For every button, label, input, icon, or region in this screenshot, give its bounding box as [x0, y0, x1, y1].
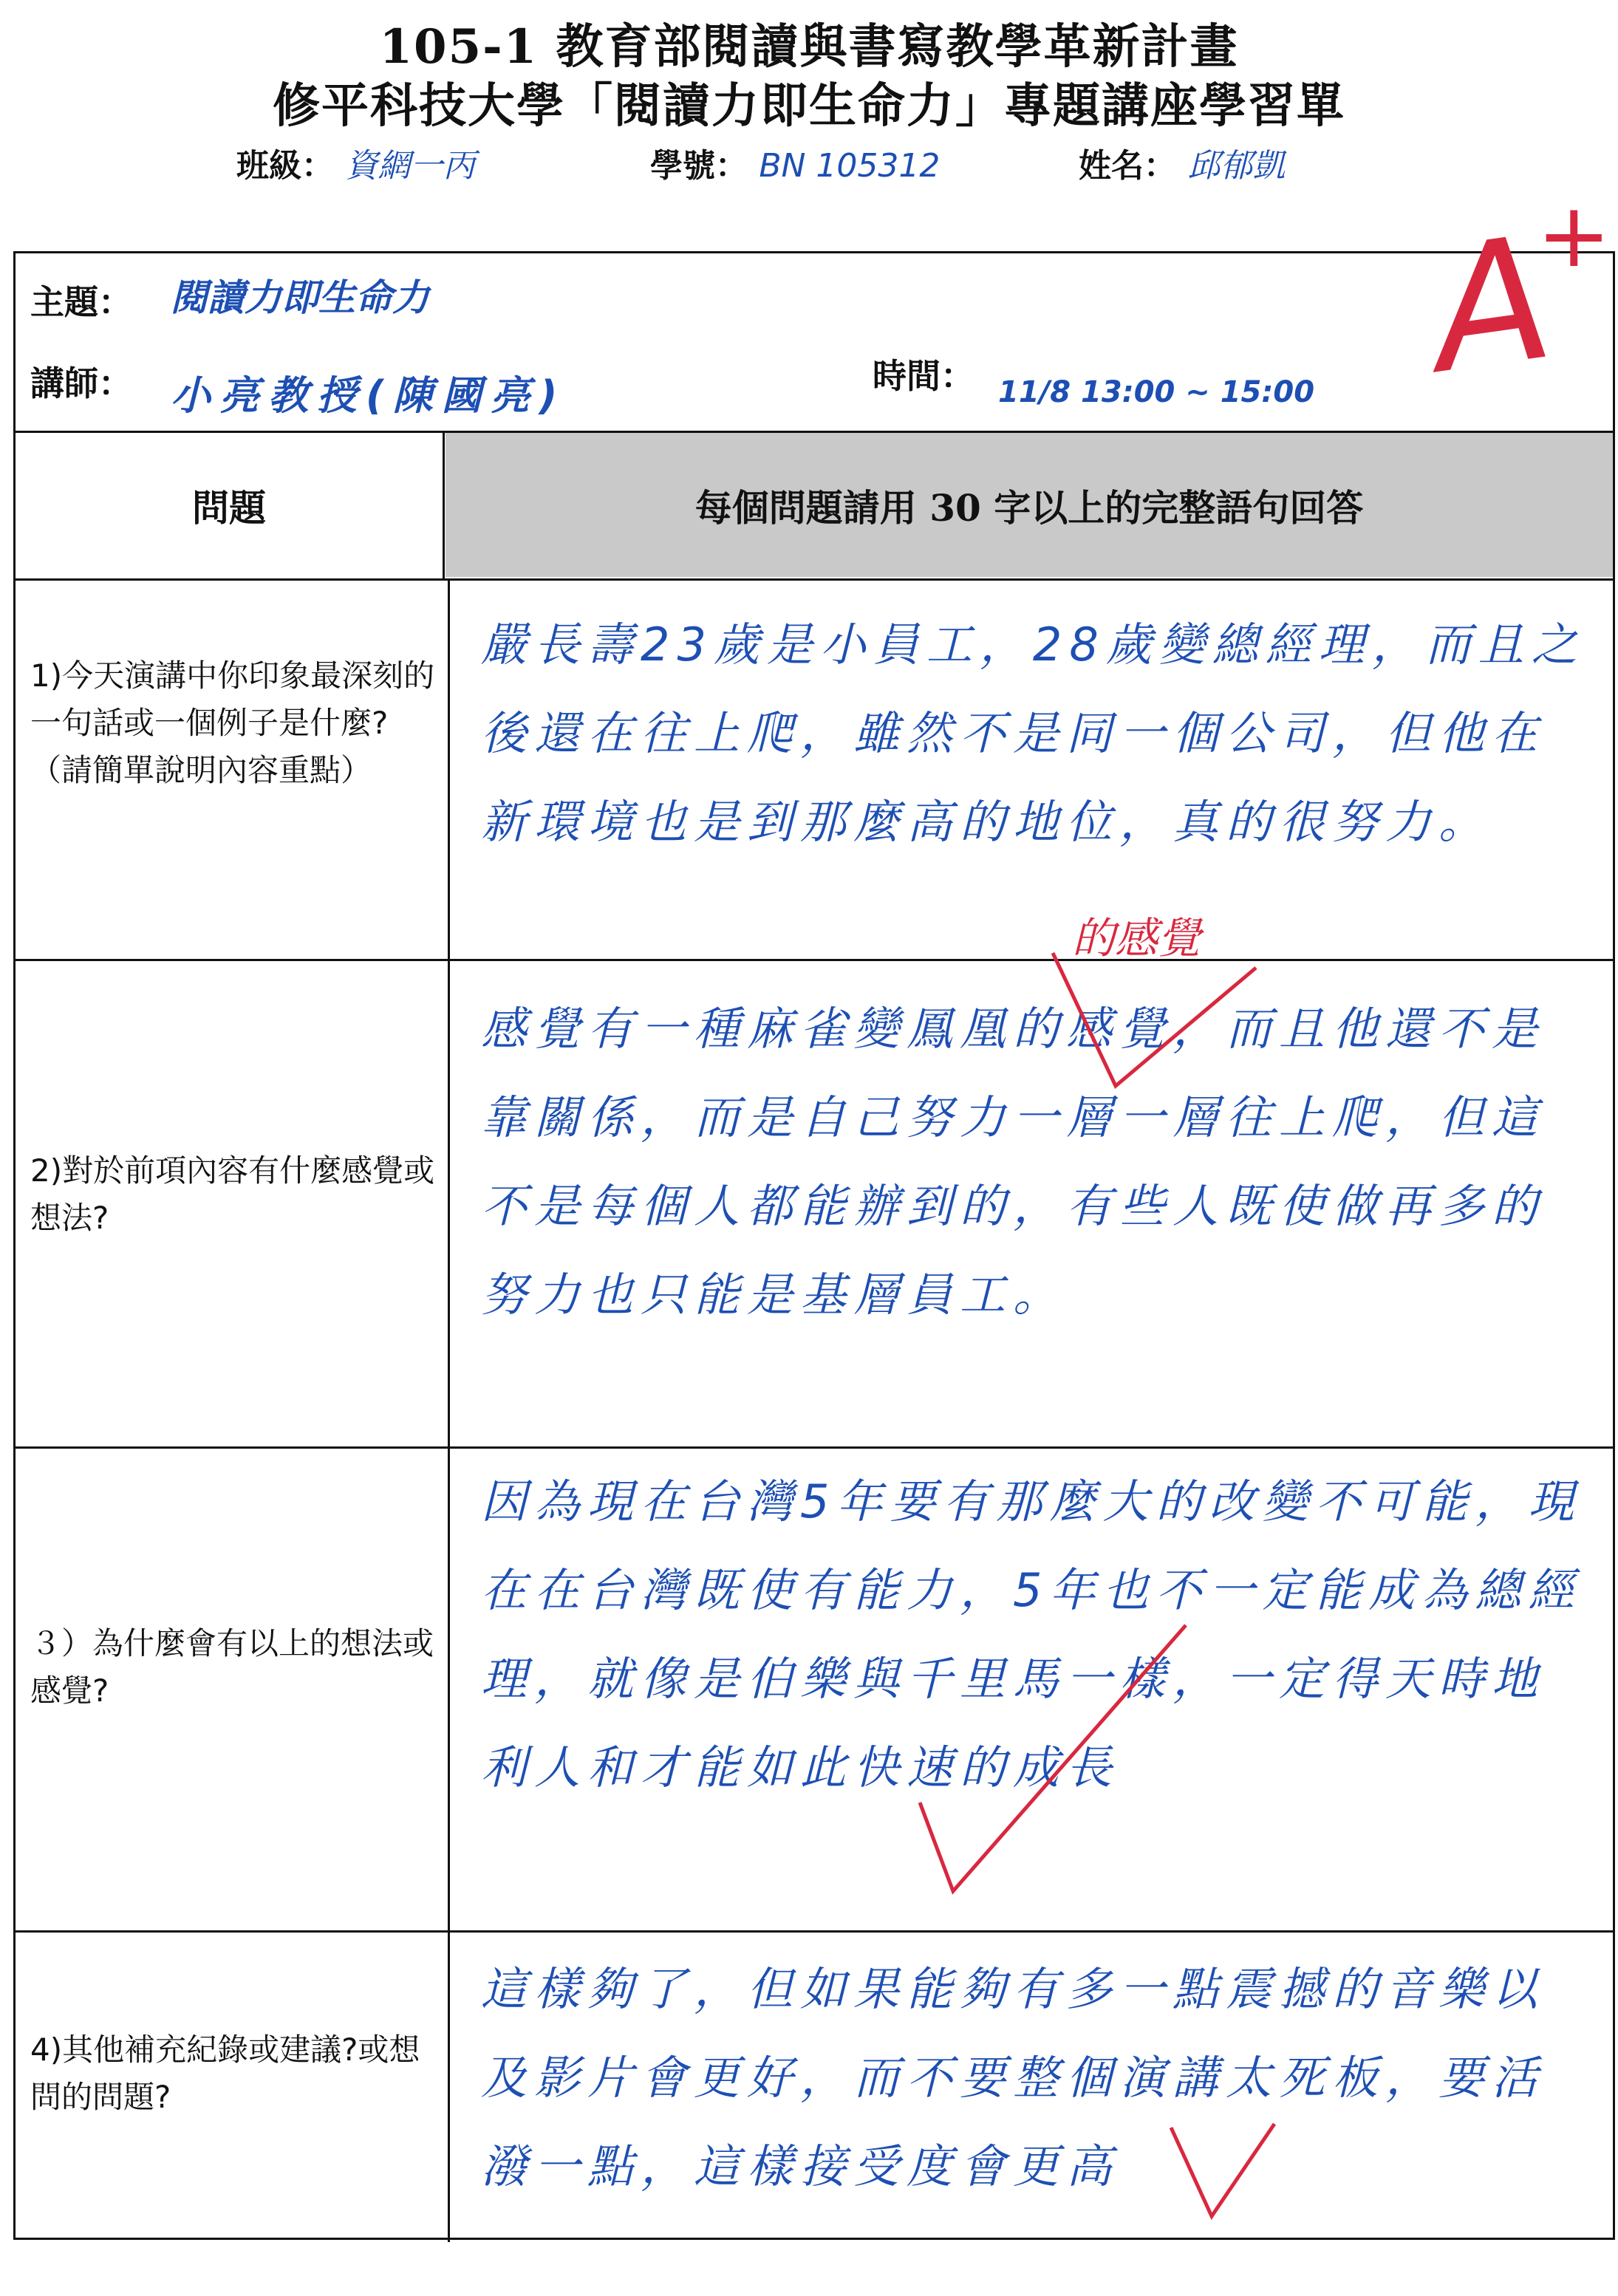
- checkmark-1: [1053, 953, 1256, 1086]
- name-value: 邱郁凱: [1187, 147, 1286, 185]
- question-column-header: 問題: [192, 485, 266, 530]
- answer-1: 嚴長壽23歲是小員工，28歲變總經理，而且之後還在往上爬，雖然不是同一個公司，但他在新環境也是到那麼高的地位，真的很努力。: [481, 618, 1585, 849]
- class-value: 資網一丙: [345, 147, 476, 185]
- grade-plus-mark: +: [1537, 185, 1611, 287]
- answer-2: 感覺有一種麻雀變鳳凰的感覺，而且他還不是靠關係，而是自己努力一層一層往上爬，但這不是每個人都能辦到的，有些人既使做再多的努力也只能是基層員工。: [481, 1002, 1546, 1322]
- student-id-label: 學號：: [650, 147, 748, 185]
- lecturer-value: 小亮教授(陳國亮): [171, 372, 567, 419]
- correction-note: 的感覺: [1072, 913, 1201, 963]
- student-id-value: BN 105312: [759, 147, 941, 185]
- time-value: 11/8 13:00 ~ 15:00: [998, 375, 1315, 409]
- topic-value: 閱讀力即生命力: [171, 276, 429, 319]
- answer-3: 因為現在台灣5年要有那麼大的改變不可能，現在在台灣既使有能力，5年也不一定能成為總經理，就像是伯樂與千里馬一樣，一定得天時地利人和才能如此快速的成長: [481, 1475, 1582, 1794]
- answer-4: 這樣夠了，但如果能夠有多一點震撼的音樂以及影片會更好，而不要整個演講太死板，要活潑一點，這樣接受度會更高: [481, 1962, 1546, 2193]
- question-4: 4)其他補充紀錄或建議?或想問的問題?: [30, 2032, 420, 2115]
- lecturer-label: 講師：: [30, 363, 132, 403]
- checkmark-2: [920, 1625, 1186, 1891]
- document-title-line1: 105-1 教育部閱讀與書寫教學革新計畫: [379, 19, 1239, 75]
- checkmark-3: [1171, 2124, 1274, 2216]
- question-1: 1)今天演講中你印象最深刻的一句話或一個例子是什麼?（請簡單說明內容重點）: [30, 657, 435, 788]
- document-title-line2: 修平科技大學「閱讀力即生命力」專題講座學習單: [273, 78, 1345, 134]
- class-label: 班級：: [236, 147, 334, 185]
- question-3: ３）為什麼會有以上的想法或感覺?: [30, 1625, 434, 1709]
- name-label: 姓名：: [1079, 147, 1176, 185]
- question-2: 2)對於前項內容有什麼感覺或想法?: [30, 1152, 435, 1236]
- time-label: 時間：: [873, 356, 974, 396]
- topic-label: 主題：: [30, 282, 132, 322]
- grade-mark: A: [1420, 199, 1563, 411]
- answer-column-header: 每個問題請用 30 字以上的完整語句回答: [446, 433, 1613, 577]
